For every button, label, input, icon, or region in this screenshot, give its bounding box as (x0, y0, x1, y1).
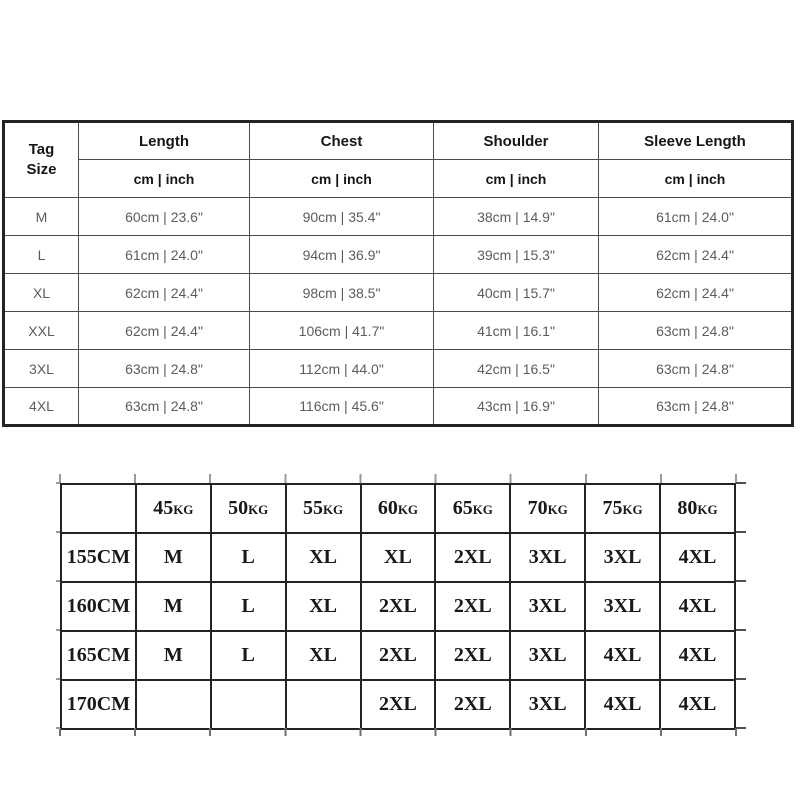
weight-unit: KG (248, 502, 269, 517)
size-cell: M (136, 533, 211, 582)
size-cell: M (136, 582, 211, 631)
measurement-cell: 42cm | 16.5" (434, 350, 599, 388)
tag-size-cell: 4XL (4, 388, 79, 426)
weight-value: 75 (602, 497, 623, 519)
weight-header (585, 484, 660, 533)
weight-unit: KG (697, 502, 718, 517)
weight-unit: KG (547, 502, 568, 517)
table-row (4, 274, 793, 312)
table-row (4, 312, 793, 350)
unit-label: cm | inch (599, 160, 793, 198)
size-cell: 3XL (510, 533, 585, 582)
size-cell (211, 680, 286, 729)
weight-value: 70 (527, 497, 548, 519)
table-row (61, 582, 735, 631)
size-cell: 4XL (660, 533, 735, 582)
weight-header (211, 484, 286, 533)
size-cell: L (211, 582, 286, 631)
weight-header (286, 484, 361, 533)
table-row (4, 388, 793, 426)
height-weight-table (60, 483, 736, 730)
weight-value: 45 (153, 497, 174, 519)
unit-label: cm | inch (250, 160, 434, 198)
measurement-cell: 38cm | 14.9" (434, 198, 599, 236)
table-row (61, 680, 735, 729)
weight-unit: KG (622, 502, 643, 517)
size-cell: XL (361, 533, 436, 582)
table-row (61, 631, 735, 680)
size-cell: 2XL (361, 631, 436, 680)
corner-label-top: Tag (28, 140, 55, 158)
header-row (4, 122, 793, 160)
weight-value: 55 (302, 497, 323, 519)
size-cell (136, 680, 211, 729)
measurement-cell: 62cm | 24.4" (599, 274, 793, 312)
size-cell: 4XL (585, 631, 660, 680)
size-cell: 4XL (660, 582, 735, 631)
tag-size-cell: XL (4, 274, 79, 312)
unit-row (4, 160, 793, 198)
gridline-stub (736, 482, 746, 730)
measurement-cell: 63cm | 24.8" (599, 312, 793, 350)
measurement-cell: 63cm | 24.8" (79, 388, 250, 426)
measurement-cell: 63cm | 24.8" (599, 388, 793, 426)
measurement-cell: 106cm | 41.7" (250, 312, 434, 350)
size-cell: 3XL (510, 680, 585, 729)
blank-corner-cell (61, 484, 136, 533)
table-row (4, 198, 793, 236)
size-cell: XL (286, 631, 361, 680)
height-header: 170CM (61, 680, 136, 729)
gridline-stub (59, 474, 738, 483)
height-header: 165CM (61, 631, 136, 680)
size-cell: L (211, 533, 286, 582)
weight-unit: KG (472, 502, 493, 517)
tag-size-cell: L (4, 236, 79, 274)
measurement-cell: 62cm | 24.4" (599, 236, 793, 274)
measurement-cell: 60cm | 23.6" (79, 198, 250, 236)
table-row (61, 533, 735, 582)
unit-label: cm | inch (79, 160, 250, 198)
weight-unit: KG (173, 502, 194, 517)
tag-size-cell: 3XL (4, 350, 79, 388)
size-cell: XL (286, 582, 361, 631)
size-cell: 2XL (435, 582, 510, 631)
weight-header (361, 484, 436, 533)
weight-value: 65 (452, 497, 473, 519)
measurement-cell: 62cm | 24.4" (79, 274, 250, 312)
weight-header (136, 484, 211, 533)
measurement-cell: 94cm | 36.9" (250, 236, 434, 274)
height-header: 160CM (61, 582, 136, 631)
measurement-cell: 39cm | 15.3" (434, 236, 599, 274)
tag-size-cell: XXL (4, 312, 79, 350)
measurement-cell: 61cm | 24.0" (599, 198, 793, 236)
size-cell (286, 680, 361, 729)
size-cell: 3XL (585, 533, 660, 582)
size-cell: 3XL (510, 631, 585, 680)
size-cell: 2XL (361, 582, 436, 631)
size-cell: 2XL (435, 680, 510, 729)
size-cell: 4XL (585, 680, 660, 729)
column-header-shoulder: Shoulder (434, 122, 599, 160)
weight-header (435, 484, 510, 533)
size-cell: 4XL (660, 680, 735, 729)
table-row (4, 236, 793, 274)
measurement-cell: 61cm | 24.0" (79, 236, 250, 274)
size-cell: 2XL (435, 533, 510, 582)
weight-unit: KG (322, 502, 344, 517)
column-header-chest: Chest (250, 122, 434, 160)
height-header: 155CM (61, 533, 136, 582)
weight-header (660, 484, 735, 533)
column-header-length: Length (79, 122, 250, 160)
measurement-cell: 41cm | 16.1" (434, 312, 599, 350)
weight-value: 60 (377, 497, 398, 519)
size-cell: L (211, 631, 286, 680)
unit-label: cm | inch (434, 160, 599, 198)
measurement-cell: 62cm | 24.4" (79, 312, 250, 350)
size-cell: XL (286, 533, 361, 582)
size-cell: 2XL (435, 631, 510, 680)
measurement-table (2, 120, 794, 427)
corner-label-bottom: Size (26, 161, 57, 178)
size-cell: 3XL (585, 582, 660, 631)
measurement-cell: 112cm | 44.0" (250, 350, 434, 388)
measurement-cell: 98cm | 38.5" (250, 274, 434, 312)
corner-cell-tag-size (4, 122, 79, 198)
column-header-sleeve-length: Sleeve Length (599, 122, 793, 160)
weight-header-row (61, 484, 735, 533)
weight-header (510, 484, 585, 533)
measurement-cell: 43cm | 16.9" (434, 388, 599, 426)
weight-value: 80 (677, 497, 698, 519)
size-cell: M (136, 631, 211, 680)
size-cell: 2XL (361, 680, 436, 729)
measurement-cell: 63cm | 24.8" (599, 350, 793, 388)
measurement-cell: 116cm | 45.6" (250, 388, 434, 426)
weight-value: 50 (228, 497, 249, 519)
measurement-cell: 90cm | 35.4" (250, 198, 434, 236)
table-row (4, 350, 793, 388)
size-cell: 3XL (510, 582, 585, 631)
fit-table-area (60, 483, 736, 728)
measurement-cell: 40cm | 15.7" (434, 274, 599, 312)
measurement-cell: 63cm | 24.8" (79, 350, 250, 388)
size-cell: 4XL (660, 631, 735, 680)
tag-size-cell: M (4, 198, 79, 236)
weight-unit: KG (397, 502, 419, 517)
